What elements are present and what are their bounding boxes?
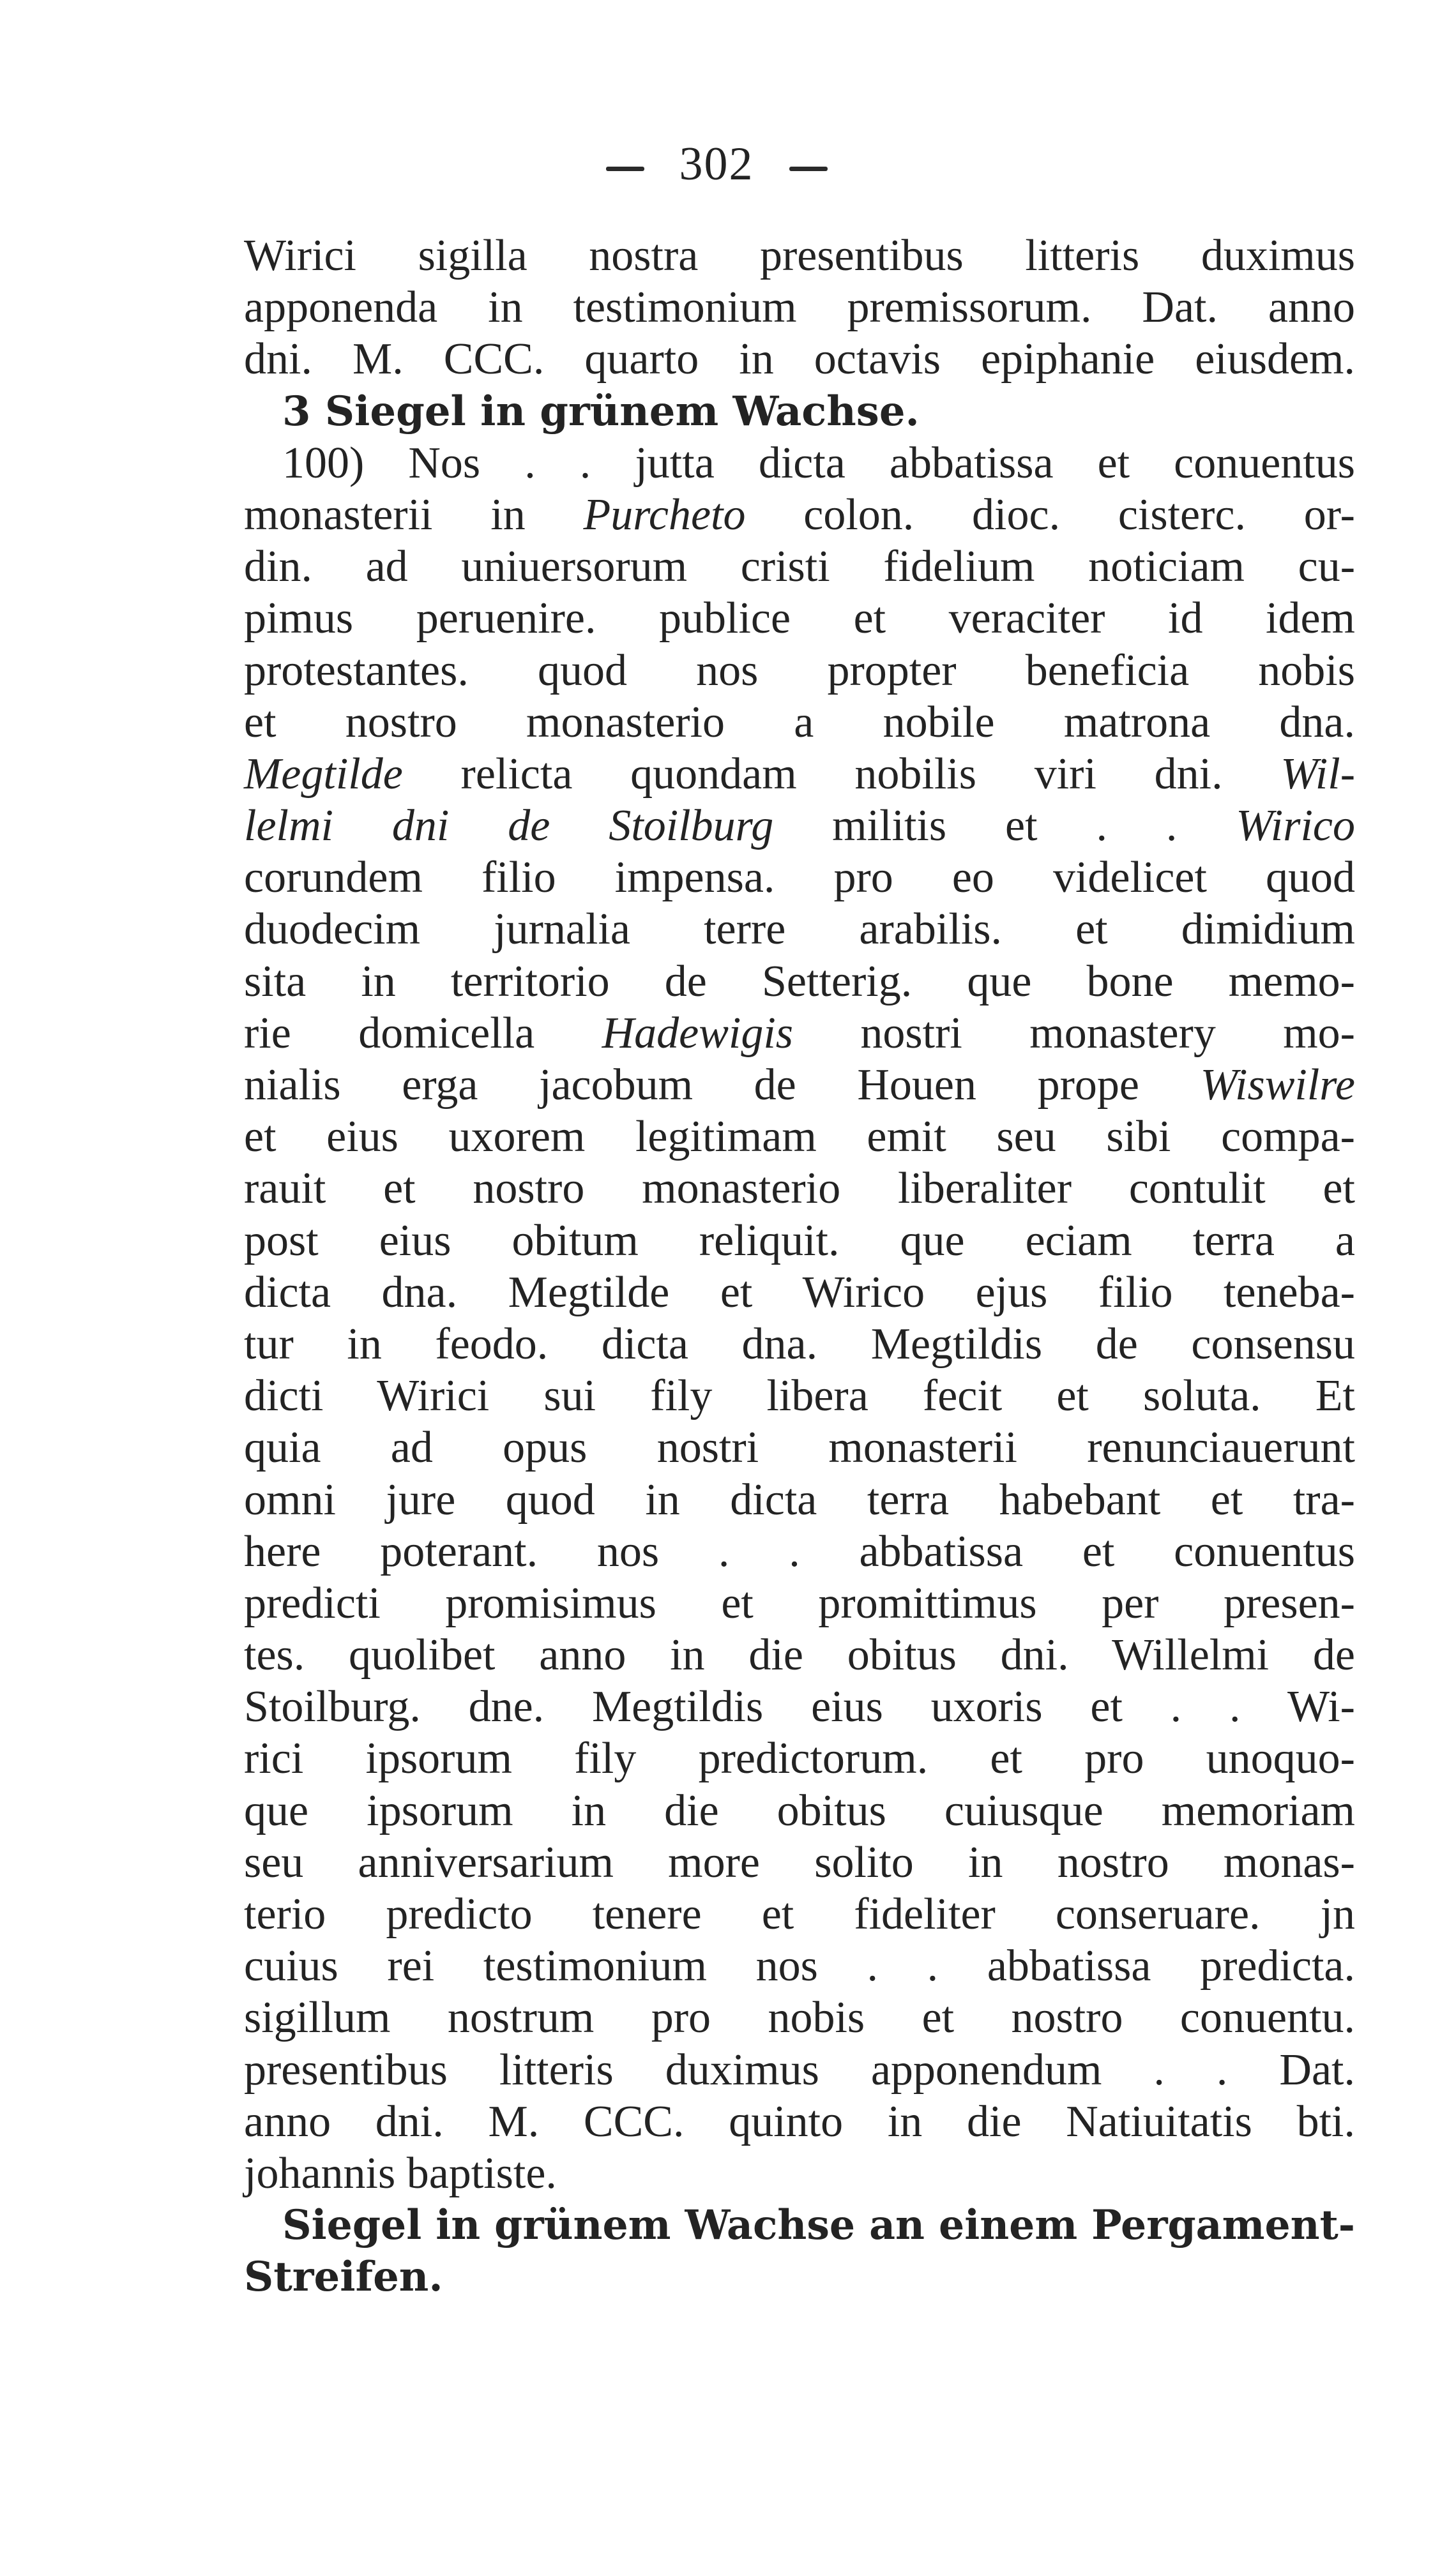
italic-name: Wil- <box>1280 749 1355 799</box>
text-segment: corundem filio impensa. pro eo videlicet quod <box>244 853 1355 903</box>
text-line-content <box>244 645 1355 697</box>
ornament-dash <box>606 167 644 171</box>
text-line-content <box>244 748 1355 800</box>
text-segment: anno dni. M. CCC. quinto in die Natiuitatis bti. <box>244 2097 1355 2146</box>
text-line-content <box>244 1318 1355 1370</box>
text-segment: Stoilburg. dne. Megtildis eius uxoris et . . Wi- <box>244 1682 1355 1732</box>
text-line-content <box>244 592 1355 644</box>
text-line-content <box>282 2199 1355 2251</box>
text-line-content <box>244 1629 1355 1681</box>
text-segment: rici ipsorum fily predictorum. et pro unoquo- <box>244 1734 1355 1784</box>
italic-name: Megtilde <box>244 749 403 799</box>
text-line <box>244 333 1355 385</box>
text-line-content <box>244 852 1355 903</box>
text-segment: quia ad opus nostri monasterii renunciauerunt <box>244 1423 1355 1473</box>
text-line-content <box>244 903 1355 955</box>
text-line <box>244 1474 1355 1526</box>
text-segment: monasterii in <box>244 490 584 539</box>
text-segment: johannis baptiste. <box>244 2148 557 2198</box>
text-line <box>244 1837 1355 1888</box>
text-segment: 100) Nos . . jutta dicta abbatissa et conuentus <box>282 438 1355 488</box>
text-line <box>244 1526 1355 1578</box>
text-segment: protestantes. quod nos propter beneficia nobis <box>244 645 1355 695</box>
text-line-content <box>244 2148 557 2199</box>
text-line <box>244 1940 1355 1992</box>
text-line-content <box>244 1163 1355 1214</box>
text-line-content <box>244 956 1355 1007</box>
text-line-content <box>244 282 1355 333</box>
italic-name: Wiswilre <box>1200 1060 1355 1110</box>
text-line <box>244 592 1355 644</box>
text-line-content <box>244 1578 1355 1629</box>
text-line <box>244 748 1355 800</box>
text-line <box>244 282 1355 333</box>
text-line <box>244 852 1355 903</box>
text-segment: predicti promisimus et promittimus per presen- <box>244 1578 1355 1628</box>
text-line-content <box>244 1111 1355 1163</box>
text-line <box>244 697 1355 748</box>
text-line-content <box>244 697 1355 748</box>
text-line-content <box>244 230 1355 282</box>
text-line <box>244 1370 1355 1422</box>
text-line <box>244 1007 1355 1059</box>
text-segment: pimus peruenire. publice et veraciter id idem <box>244 594 1355 644</box>
text-line-content <box>244 1785 1355 1837</box>
text-line-content <box>244 1837 1355 1888</box>
text-segment: seu anniversarium more solito in nostro monas- <box>244 1837 1355 1887</box>
text-segment: nostri monastery mo- <box>793 1008 1355 1058</box>
text-line-content <box>244 489 1355 541</box>
text-segment: colon. dioc. cisterc. or- <box>745 490 1355 539</box>
text-segment: que ipsorum in die obitus cuiusque memoriam <box>244 1786 1355 1835</box>
text-line <box>244 2096 1355 2148</box>
page-number <box>0 137 1433 192</box>
text-line-content <box>282 437 1355 489</box>
text-line <box>244 903 1355 955</box>
text-line <box>244 1578 1355 1629</box>
page-number-text: 302 <box>679 138 754 190</box>
text-segment: din. ad uniuersorum cristi fidelium noticiam cu- <box>244 542 1355 592</box>
text-segment: rie domicella <box>244 1008 602 1058</box>
text-line-content <box>244 1474 1355 1526</box>
text-line <box>244 800 1355 852</box>
text-line-content <box>244 1940 1355 1992</box>
text-segment: sigillum nostrum pro nobis et nostro conuentu. <box>244 1993 1355 2043</box>
text-segment: Wirici sigilla nostra presentibus litteris duximus <box>244 231 1355 280</box>
document-body <box>244 230 1355 2303</box>
text-segment: dni. M. CCC. quarto in octavis epiphanie eiusdem. <box>244 335 1355 384</box>
text-line <box>244 1785 1355 1837</box>
text-segment: dicti Wirici sui fily libera fecit et soluta. Et <box>244 1371 1355 1421</box>
text-line <box>244 437 1355 489</box>
text-segment: here poterant. nos . . abbatissa et conuentus <box>244 1526 1355 1576</box>
text-line <box>244 1992 1355 2044</box>
text-line <box>244 1059 1355 1111</box>
text-segment: dicta dna. Megtilde et Wirico ejus filio teneba- <box>244 1267 1355 1317</box>
italic-name: Purcheto <box>583 490 746 539</box>
text-line-content <box>244 1059 1355 1111</box>
text-line <box>244 1681 1355 1733</box>
text-segment: omni jure quod in dicta terra habebant et tra- <box>244 1475 1355 1525</box>
text-line <box>244 1888 1355 1940</box>
text-line <box>244 956 1355 1007</box>
text-line <box>244 1629 1355 1681</box>
text-line-content <box>244 1526 1355 1578</box>
text-line-content <box>244 2096 1355 2148</box>
text-line-content <box>244 1888 1355 1940</box>
text-segment: tes. quolibet anno in die obitus dni. Willelmi de <box>244 1631 1355 1680</box>
text-line <box>244 1318 1355 1370</box>
text-line <box>244 1422 1355 1473</box>
text-segment: et nostro monasterio a nobile matrona dna. <box>244 697 1355 747</box>
text-line-content <box>244 1992 1355 2044</box>
text-line-content <box>244 1267 1355 1318</box>
text-line-content <box>244 2251 443 2303</box>
text-segment: relicta quondam nobilis viri dni. <box>402 749 1281 799</box>
text-line-content <box>244 2044 1355 2096</box>
text-segment: terio predicto tenere et fideliter conseruare. jn <box>244 1890 1355 1939</box>
text-line-content <box>244 1007 1355 1059</box>
text-line <box>244 2148 1355 2199</box>
italic-name: Wirico <box>1236 801 1355 851</box>
text-line <box>244 489 1355 541</box>
text-line-content <box>244 541 1355 592</box>
text-line <box>244 2251 1355 2303</box>
text-line-content <box>244 800 1355 852</box>
text-line <box>244 645 1355 697</box>
text-line-content <box>282 386 920 437</box>
text-segment: tur in feodo. dicta dna. Megtildis de consensu <box>244 1319 1355 1369</box>
text-segment: cuius rei testimonium nos . . abbatissa predicta. <box>244 1941 1355 1991</box>
text-line <box>244 541 1355 592</box>
text-segment: post eius obitum reliquit. que eciam terra a <box>244 1216 1355 1265</box>
text-line-content <box>244 1422 1355 1473</box>
text-line <box>244 1733 1355 1784</box>
text-line <box>244 1215 1355 1267</box>
text-line <box>244 1163 1355 1214</box>
text-line-content <box>244 1681 1355 1733</box>
text-segment: duodecim jurnalia terre arabilis. et dimidium <box>244 905 1355 954</box>
text-line <box>244 2199 1355 2251</box>
text-segment: nialis erga jacobum de Houen prope <box>244 1060 1201 1110</box>
text-line <box>244 1267 1355 1318</box>
text-line <box>244 230 1355 282</box>
text-line <box>244 1111 1355 1163</box>
text-segment: 3 Siegel in grünem Wachse. <box>282 387 920 435</box>
text-segment: Siegel in grünem Wachse an einem Pergament- <box>282 2201 1355 2250</box>
text-segment: Streifen. <box>244 2253 443 2301</box>
text-segment: presentibus litteris duximus apponendum . . Dat. <box>244 2045 1355 2095</box>
text-segment: et eius uxorem legitimam emit seu sibi compa- <box>244 1112 1355 1162</box>
text-line-content <box>244 1215 1355 1267</box>
ornament-dash <box>789 167 828 171</box>
text-segment: apponenda in testimonium premissorum. Dat. anno <box>244 283 1355 333</box>
italic-name: lelmi dni de Stoilburg <box>244 801 774 851</box>
text-line-content <box>244 1733 1355 1784</box>
text-line <box>244 2044 1355 2096</box>
italic-name: Hadewigis <box>602 1008 794 1058</box>
text-segment: militis et . . <box>773 801 1236 851</box>
text-line <box>244 386 1355 437</box>
text-line-content <box>244 1370 1355 1422</box>
text-segment: sita in territorio de Setterig. que bone memo- <box>244 956 1355 1006</box>
text-line-content <box>244 333 1355 385</box>
text-segment: rauit et nostro monasterio liberaliter contulit et <box>244 1164 1355 1214</box>
